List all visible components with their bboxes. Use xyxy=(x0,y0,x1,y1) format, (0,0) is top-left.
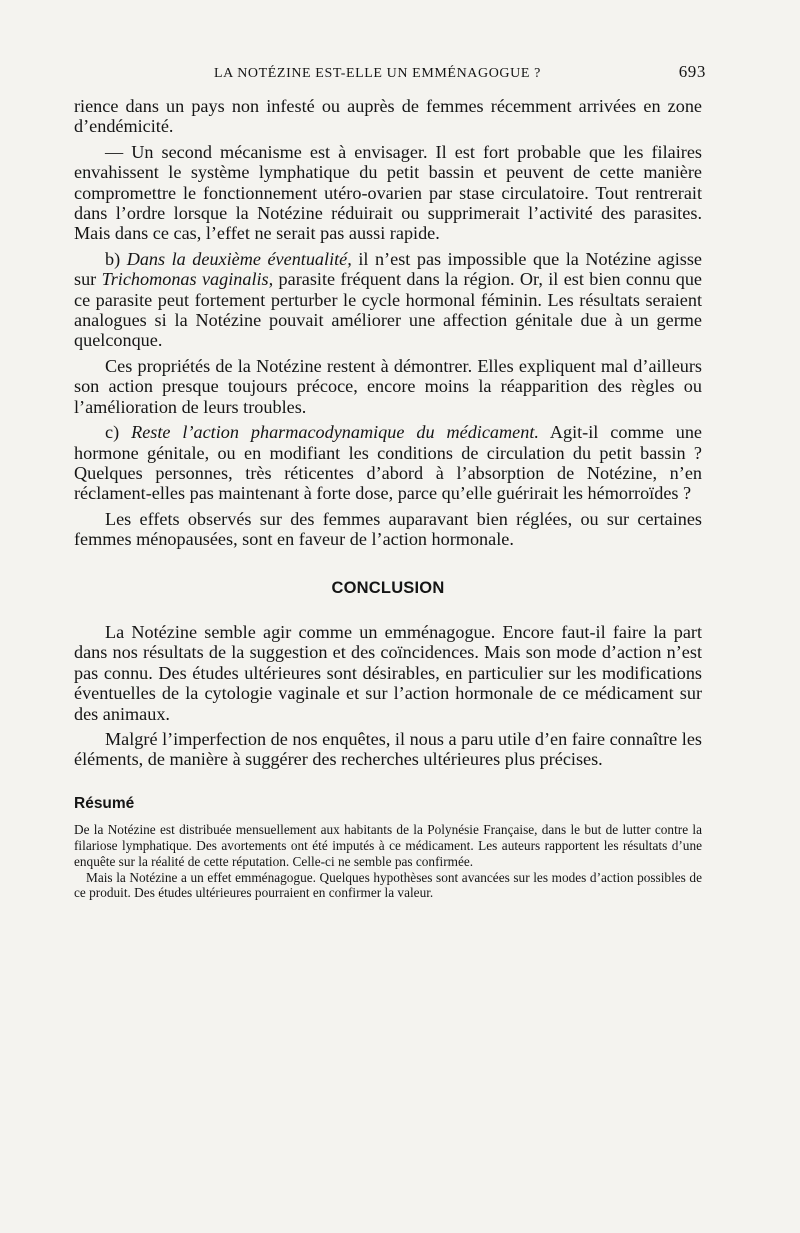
species-name: Trichomonas vaginalis, xyxy=(101,269,274,290)
running-header xyxy=(74,62,706,84)
body-text xyxy=(74,96,702,770)
list-label-b: b) xyxy=(105,248,121,269)
paragraph-observed-effects: Les effets observés sur des femmes auparavant bien réglées, ou sur certaines femmes ménopausées, sont en faveur de l’action hormonale. xyxy=(74,508,702,550)
resume-heading: Résumé xyxy=(74,794,135,812)
italic-lead-c: Reste l’action pharmacodynamique du médicament. xyxy=(131,422,539,443)
running-title: LA NOTÉZINE EST-ELLE UN EMMÉNAGOGUE ? xyxy=(214,66,541,81)
paragraph-b-text-b: parasite fréquent dans la région. Or, il est bien connu que ce parasite peut fortement perturber le cycle hormonal féminin. Les résultats seraient analogues si la Notézine pouvait améliorer une affection génitale due à un germe quelconque. xyxy=(74,269,702,351)
conclusion-paragraph-2: Malgré l’imperfection de nos enquêtes, il nous a paru utile d’en faire connaître les éléments, de manière à suggérer des recherches ultérieures plus précises. xyxy=(74,728,702,770)
resume-paragraph-2: Mais la Notézine a un effet emménagogue. Quelques hypothèses sont avancées sur les modes d’action possibles de ce produit. Des études ultérieures pourraient en confirmer la valeur. xyxy=(74,869,702,901)
conclusion-heading: CONCLUSION xyxy=(331,578,445,597)
paragraph-c-text: Agit-il comme une hormone génitale, ou en modifiant les conditions de circulation du petit bassin ? Quelques personnes, très réticentes d’abord à l’absorption de Notézine, n’en réclament-elles pas maintenant à forte dose, parce qu’elle guérirait les hémorroïdes ? xyxy=(74,422,702,504)
paragraph-continued: rience dans un pays non infesté ou auprès de femmes récemment arrivées en zone d’endémicité. xyxy=(74,96,702,137)
conclusion-paragraph-1: La Notézine semble agir comme un emménagogue. Encore faut-il faire la part dans nos résultats de la suggestion et des coïncidences. Mais son mode d’action n’est pas connu. Des études ultérieures sont désirables, en particulier sur les modifications éventuelles de la cytologie vaginale et sur l’action hormonale de ce médicament sur des animaux. xyxy=(74,621,702,724)
resume-text xyxy=(74,822,702,902)
paragraph-properties: Ces propriétés de la Notézine restent à démontrer. Elles expliquent mal d’ailleurs son action presque toujours précoce, encore moins la réapparition des règles ou l’amélioration de leurs troubles. xyxy=(74,355,702,417)
paragraph-c-pharmacodynamic xyxy=(74,422,702,504)
paragraph-b-trichomonas xyxy=(74,249,702,351)
paragraph-b-text-a: il n’est pas impossible que la Notézine agisse sur xyxy=(74,248,703,290)
list-label-c: c) xyxy=(105,422,120,443)
resume-paragraph-1: De la Notézine est distribuée mensuellement aux habitants de la Polynésie Française, dans le but de lutter contre la filariose lymphatique. Des avortements ont été imputés à ce médicament. Les auteurs rapportent les résultats d’une enquête sur la réalité de cette réputation. Celle-ci ne semble pas confirmée. xyxy=(74,821,702,869)
page-number: 693 xyxy=(678,62,706,81)
italic-lead-b: Dans la deuxième éventualité, xyxy=(126,248,352,269)
paragraph-second-mechanism: — Un second mécanisme est à envisager. Il est fort probable que les filaires envahissent le système lymphatique du petit bassin et peuvent de cette manière compromettre le fonctionnement utéro-ovarien par stase circulatoire. Tout rentrerait dans l’ordre lorsque la Notézine réduirait ou supprimerait l’activité des parasites. Mais dans ce cas, l’effet ne serait pas aussi rapide. xyxy=(74,141,702,244)
